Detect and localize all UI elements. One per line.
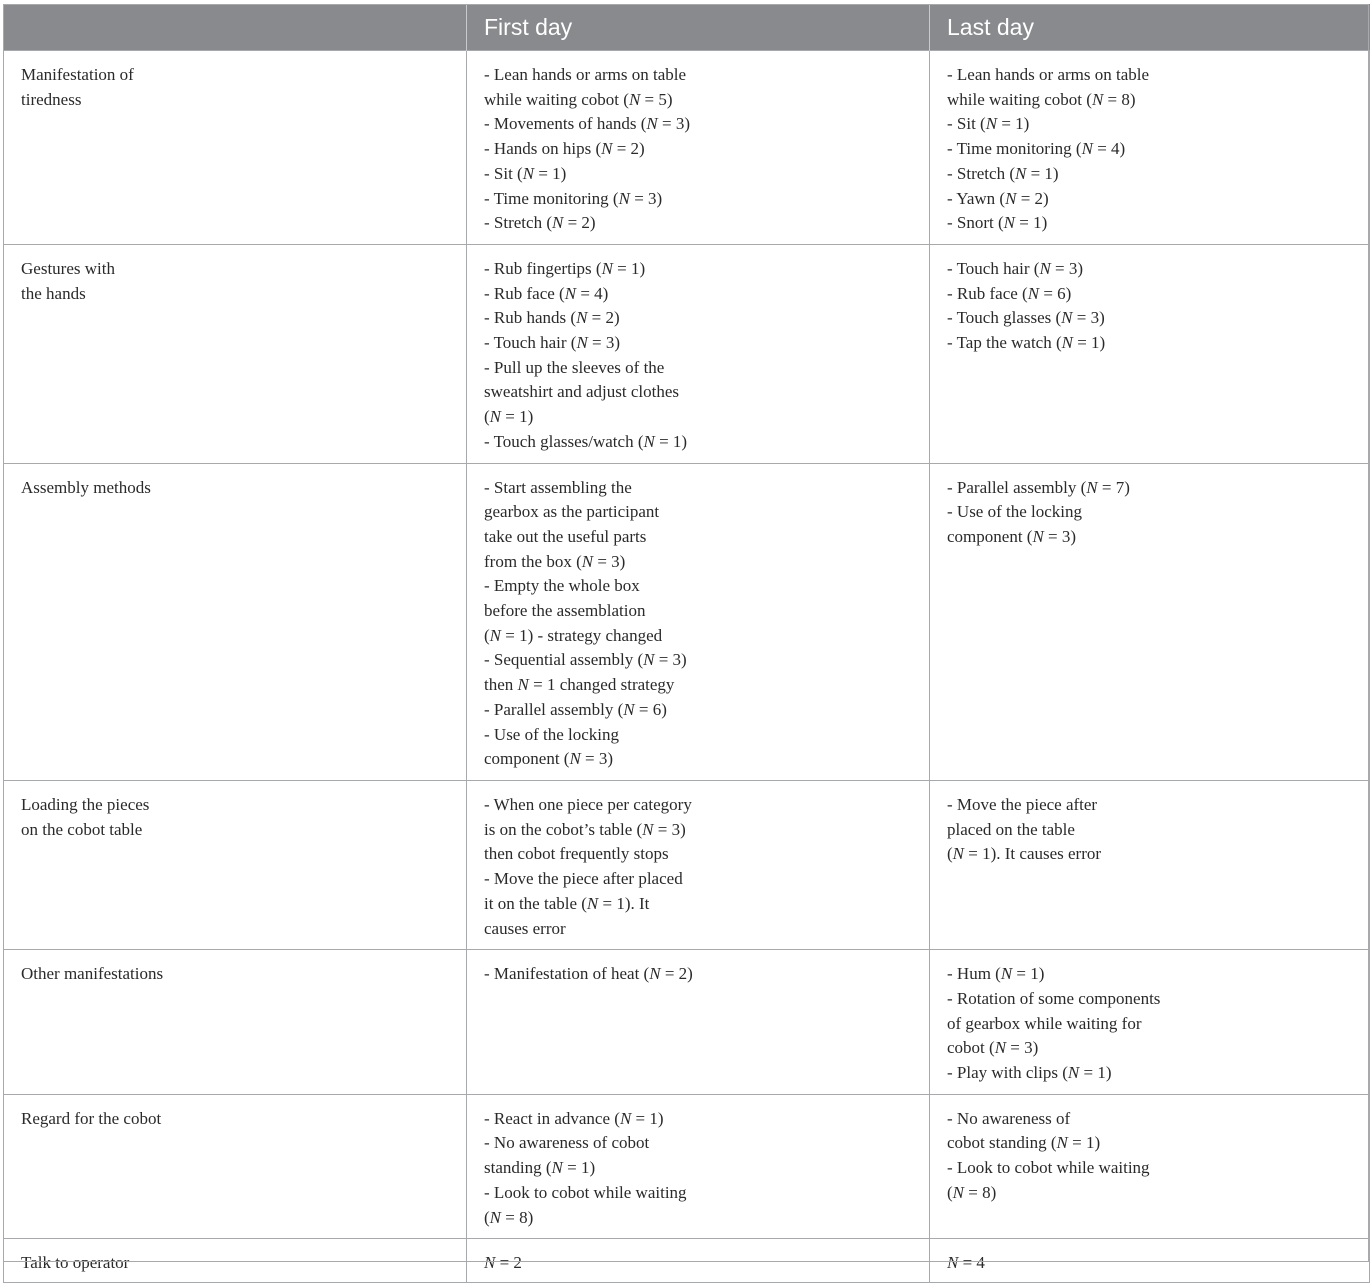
cell-line: - Lean hands or arms on table <box>947 65 1150 84</box>
cell-line: tiredness <box>21 89 82 109</box>
cell-line: Manifestation of <box>21 65 134 84</box>
cell-line: - Move the piece after <box>947 794 1098 814</box>
cell-line: (N = 8) <box>484 1207 534 1227</box>
cell-line: (N = 1) <box>484 407 534 427</box>
cell-line: take out the useful parts <box>484 526 647 546</box>
cell-line: - Manifestation of heat (N = 2) <box>484 964 693 984</box>
cell-line: Talk to operator <box>21 1253 130 1273</box>
row-label-cell <box>4 950 467 1095</box>
cell-line: - Sit (N = 1) <box>484 163 567 183</box>
first-day-cell <box>467 51 930 245</box>
cell-line: N = 2 <box>484 1253 522 1273</box>
cell-line: - Hands on hips (N = 2) <box>484 139 645 159</box>
row-label-cell <box>4 1239 467 1283</box>
cell-line: then N = 1 changed strategy <box>484 675 675 695</box>
cell-line: it on the table (N = 1). It <box>484 893 650 913</box>
cell-line: - Start assembling the <box>484 477 632 497</box>
cell-line: before the assemblation <box>484 601 646 621</box>
first-day-cell <box>467 780 930 949</box>
last-day-cell <box>930 1094 1370 1239</box>
cell-line: Other manifestations <box>21 964 164 984</box>
cell-line: cobot standing (N = 1) <box>947 1133 1101 1153</box>
cell-line: standing (N = 1) <box>484 1158 596 1178</box>
cell-line: - Lean hands or arms on table <box>484 65 687 84</box>
row-label-cell <box>4 244 467 463</box>
cell-line: Regard for the cobot <box>21 1108 162 1128</box>
cell-line: component (N = 3) <box>484 749 614 769</box>
cell-line: - Movements of hands (N = 3) <box>484 114 691 134</box>
cell-line: - Empty the whole box <box>484 576 640 596</box>
cell-line: (N = 1). It causes error <box>947 844 1102 864</box>
cell-line: - React in advance (N = 1) <box>484 1108 664 1128</box>
cell-line: on the cobot table <box>21 819 143 839</box>
cell-line: while waiting cobot (N = 5) <box>484 89 673 109</box>
first-day-cell <box>467 1094 930 1239</box>
cell-line: - Rotation of some components <box>947 988 1161 1008</box>
cell-line: - Move the piece after placed <box>484 869 683 889</box>
cell-line: - Pull up the sleeves of the <box>484 357 665 377</box>
cell-line: - Tap the watch (N = 1) <box>947 333 1106 353</box>
row-label-cell <box>4 51 467 245</box>
last-day-cell <box>930 51 1370 245</box>
cell-line: N = 4 <box>947 1253 985 1273</box>
header-category <box>4 4 467 51</box>
cell-line: - Yawn (N = 2) <box>947 188 1049 208</box>
last-day-cell <box>930 950 1370 1095</box>
cell-line: is on the cobot’s table (N = 3) <box>484 819 686 839</box>
first-day-cell <box>467 244 930 463</box>
header-row <box>4 4 1370 51</box>
cell-line: - Stretch (N = 1) <box>947 163 1059 183</box>
cell-line: placed on the table <box>947 819 1075 839</box>
last-day-cell <box>930 463 1370 780</box>
cell-line: sweatshirt and adjust clothes <box>484 382 679 402</box>
cell-line: causes error <box>484 918 566 938</box>
cell-line: - Touch glasses/watch (N = 1) <box>484 431 688 451</box>
cell-line: - Hum (N = 1) <box>947 964 1045 984</box>
cell-line: - Play with clips (N = 1) <box>947 1063 1112 1083</box>
cell-line: - No awareness of cobot <box>484 1133 650 1153</box>
cell-line: of gearbox while waiting for <box>947 1013 1142 1033</box>
cell-line: Assembly methods <box>21 477 151 497</box>
cell-line: - Rub hands (N = 2) <box>484 308 620 328</box>
cell-line: the hands <box>21 283 86 303</box>
cell-line: - Look to cobot while waiting <box>947 1158 1150 1178</box>
table-row <box>4 1094 1370 1239</box>
cell-line: while waiting cobot (N = 8) <box>947 89 1136 109</box>
first-day-cell <box>467 1239 930 1283</box>
cell-line: from the box (N = 3) <box>484 551 626 571</box>
cell-line: - Use of the locking <box>484 724 620 744</box>
cell-line: - Touch hair (N = 3) <box>484 333 621 353</box>
cell-line: - Look to cobot while waiting <box>484 1182 687 1202</box>
cell-line: - Use of the locking <box>947 502 1083 522</box>
cell-line: - When one piece per category <box>484 794 692 814</box>
table-row <box>4 1239 1370 1283</box>
table-row <box>4 51 1370 245</box>
last-day-cell <box>930 1239 1370 1283</box>
table-header <box>4 4 1370 51</box>
cell-line: - No awareness of <box>947 1108 1071 1128</box>
row-label-cell <box>4 463 467 780</box>
table-body <box>4 51 1370 1283</box>
table-row <box>4 780 1370 949</box>
cell-line: - Snort (N = 1) <box>947 213 1048 233</box>
cell-line: - Time monitoring (N = 4) <box>947 139 1126 159</box>
first-day-cell <box>467 950 930 1095</box>
cell-line: - Touch glasses (N = 3) <box>947 308 1105 328</box>
first-day-cell <box>467 463 930 780</box>
table-row <box>4 463 1370 780</box>
cell-line: (N = 8) <box>947 1182 997 1202</box>
last-day-cell <box>930 244 1370 463</box>
cell-line: gearbox as the participant <box>484 502 660 522</box>
cell-line: component (N = 3) <box>947 526 1077 546</box>
cell-line: - Touch hair (N = 3) <box>947 258 1084 278</box>
cell-line: - Parallel assembly (N = 7) <box>947 477 1130 497</box>
cell-line: then cobot frequently stops <box>484 844 669 864</box>
header-last-day: Last day <box>930 4 1370 51</box>
observation-table <box>3 4 1370 1283</box>
row-label-cell <box>4 780 467 949</box>
table-row <box>4 950 1370 1095</box>
row-label-cell <box>4 1094 467 1239</box>
cell-line: cobot (N = 3) <box>947 1038 1039 1058</box>
cell-line: - Time monitoring (N = 3) <box>484 188 663 208</box>
cell-line: - Sequential assembly (N = 3) <box>484 650 687 670</box>
cell-line: (N = 1) - strategy changed <box>484 625 663 645</box>
cell-line: - Rub face (N = 6) <box>947 283 1072 303</box>
last-day-cell <box>930 780 1370 949</box>
header-first-day: First day <box>467 4 930 51</box>
cell-line: - Parallel assembly (N = 6) <box>484 699 667 719</box>
cell-line: - Rub face (N = 4) <box>484 283 609 303</box>
cell-line: - Rub fingertips (N = 1) <box>484 258 646 278</box>
table-row <box>4 244 1370 463</box>
cell-line: Loading the pieces <box>21 794 150 814</box>
cell-line: - Stretch (N = 2) <box>484 213 596 233</box>
cell-line: - Sit (N = 1) <box>947 114 1030 134</box>
cell-line: Gestures with <box>21 258 115 278</box>
